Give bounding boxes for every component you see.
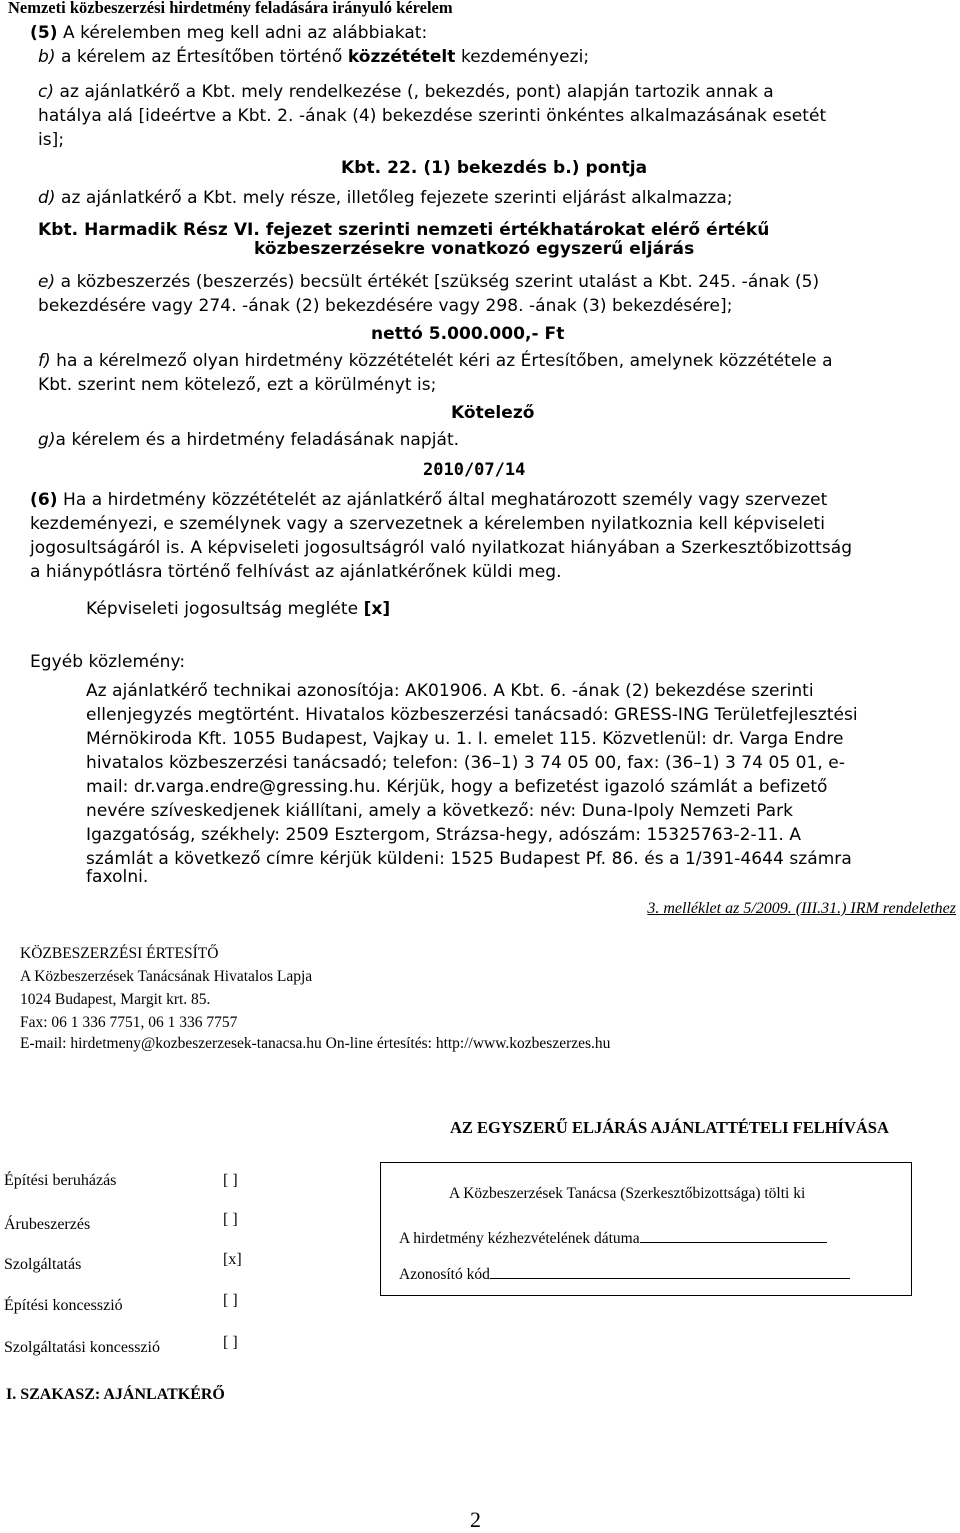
category-label: Építési beruházás <box>4 1172 117 1189</box>
annex-reference: 3. melléklet az 5/2009. (III.31.) IRM rendelethez <box>647 900 956 917</box>
identifier-row: Azonosító kód <box>399 1264 850 1284</box>
publisher-address: 1024 Budapest, Margit krt. 85. <box>20 991 211 1008</box>
item-c-line3: is]; <box>38 130 65 150</box>
category-label: Árubeszerzés <box>4 1216 91 1233</box>
item-b: b) a kérelem az Értesítőben történő közzétételt kezdeményezi; <box>38 47 590 67</box>
publisher-subtitle: A Közbeszerzések Tanácsának Hivatalos Lapja <box>20 968 313 985</box>
item-f-line2: Kbt. szerint nem kötelező, ezt a körülményt is; <box>38 375 437 395</box>
category-checkbox[interactable]: [ ] <box>223 1211 238 1228</box>
item-e-answer: nettó 5.000.000,- Ft <box>371 324 565 344</box>
category-checkbox[interactable]: [ ] <box>223 1292 238 1309</box>
other-notice-line: mail: dr.varga.endre@gressing.hu. Kérjük, hogy a befizetést igazoló számlát a befizető <box>86 777 828 797</box>
representation-statement: Képviseleti jogosultság megléte [x] <box>86 599 391 619</box>
publisher-email: E-mail: hirdetmeny@kozbeszerzesek-tanacsa.hu On-line értesítés: http://www.kozbeszerzes.hu <box>20 1035 611 1052</box>
section-6-line2: kezdeményezi, e személynek vagy a szervezetnek a kérelemben nyilatkoznia kell képviseleti <box>30 514 826 534</box>
other-notice-line: Az ajánlatkérő technikai azonosítója: AK01906. A Kbt. 6. -ának (2) bekezdése szerinti <box>86 681 814 701</box>
other-notice-label: Egyéb közlemény: <box>30 652 186 672</box>
other-notice-line: ellenjegyzés megtörtént. Hivatalos közbeszerzési tanácsadó: GRESS-ING Területfejlesztési <box>86 705 858 725</box>
category-label: Szolgáltatás <box>4 1256 82 1273</box>
other-notice-line: nevére szíveskedjenek kiállítani, amely a következő: név: Duna-Ipoly Nemzeti Park <box>86 801 794 821</box>
section-6-line3: jogosultságáról is. A képviseleti jogosultságról való nyilatkozat hiányában a Szerkesztőbizottság <box>30 538 853 558</box>
publisher-name: KÖZBESZERZÉSI ÉRTESÍTŐ <box>20 945 219 962</box>
section-6-line1: (6) Ha a hirdetmény közzétételét az ajánlatkérő által meghatározott személy vagy szervezet <box>30 490 828 510</box>
section-5-intro: (5) A kérelemben meg kell adni az alábbiakat: <box>30 23 428 43</box>
section-6-line4: a hiánypótlásra történő felhívást az ajánlatkérőnek küldi meg. <box>30 562 562 582</box>
item-e-line1: e) a közbeszerzés (beszerzés) becsült értékét [szükség szerint utalást a Kbt. 245. -ának (5) <box>38 272 820 292</box>
category-checkbox[interactable]: [x] <box>223 1251 242 1268</box>
item-c-line2: hatálya alá [ideértve a Kbt. 2. -ának (4) bekezdése szerinti önkéntes alkalmazásának esetét <box>38 106 827 126</box>
item-g-answer: 2010/07/14 <box>423 460 526 480</box>
call-title: AZ EGYSZERŰ ELJÁRÁS AJÁNLATTÉTELI FELHÍVÁSA <box>450 1118 889 1137</box>
item-c-line1: c) az ajánlatkérő a Kbt. mely rendelkezése (, bekezdés, pont) alapján tartozik annak a <box>38 82 774 102</box>
receipt-date-row: A hirdetmény kézhezvételének dátuma <box>399 1228 827 1248</box>
page-number: 2 <box>470 1507 481 1532</box>
item-d-answer-line1: Kbt. Harmadik Rész VI. fejezet szerinti nemzeti értékhatárokat elérő értékű <box>38 220 770 240</box>
other-notice-line: faxolni. <box>86 867 149 887</box>
item-d-answer-line2: közbeszerzésekre vonatkozó egyszerű eljárás <box>254 239 695 259</box>
item-c-answer: Kbt. 22. (1) bekezdés b.) pontja <box>341 158 648 178</box>
other-notice-line: Mérnökiroda Kft. 1055 Budapest, Vajkay u. 1. I. emelet 115. Közvetlenül: dr. Varga Endre <box>86 729 844 749</box>
item-f-line1: f) ha a kérelmező olyan hirdetmény közzétételét kéri az Értesítőben, amelynek közzététele a <box>38 351 833 371</box>
other-notice-line: Igazgatóság, székhely: 2509 Esztergom, Strázsa-hegy, adószám: 15325763-2-11. A <box>86 825 802 845</box>
section-i-title: I. SZAKASZ: AJÁNLATKÉRŐ <box>6 1386 225 1403</box>
identifier-field[interactable] <box>490 1264 850 1279</box>
category-label: Építési koncesszió <box>4 1297 123 1314</box>
item-d: d) az ajánlatkérő a Kbt. mely része, illetőleg fejezete szerinti eljárást alkalmazza; <box>38 188 733 208</box>
item-e-line2: bekezdésére vagy 274. -ának (2) bekezdésére vagy 298. -ának (3) bekezdésére]; <box>38 296 733 316</box>
category-label: Szolgáltatási koncesszió <box>4 1339 160 1356</box>
other-notice-line: hivatalos közbeszerzési tanácsadó; telefon: (36–1) 3 74 05 00, fax: (36–1) 3 74 05 01, e- <box>86 753 845 773</box>
item-g: g)a kérelem és a hirdetmény feladásának napját. <box>38 430 460 450</box>
receipt-date-field[interactable] <box>640 1228 827 1243</box>
office-box-title: A Közbeszerzések Tanácsa (Szerkesztőbizottsága) tölti ki <box>449 1185 806 1202</box>
category-checkbox[interactable]: [ ] <box>223 1172 238 1189</box>
page-header-title: Nemzeti közbeszerzési hirdetmény feladására irányuló kérelem <box>8 0 453 17</box>
item-f-answer: Kötelező <box>451 403 535 423</box>
publisher-fax: Fax: 06 1 336 7751, 06 1 336 7757 <box>20 1014 238 1031</box>
category-checkbox[interactable]: [ ] <box>223 1334 238 1351</box>
other-notice-line: számlát a következő címre kérjük küldeni: 1525 Budapest Pf. 86. és a 1/391-4644 számra <box>86 849 852 869</box>
